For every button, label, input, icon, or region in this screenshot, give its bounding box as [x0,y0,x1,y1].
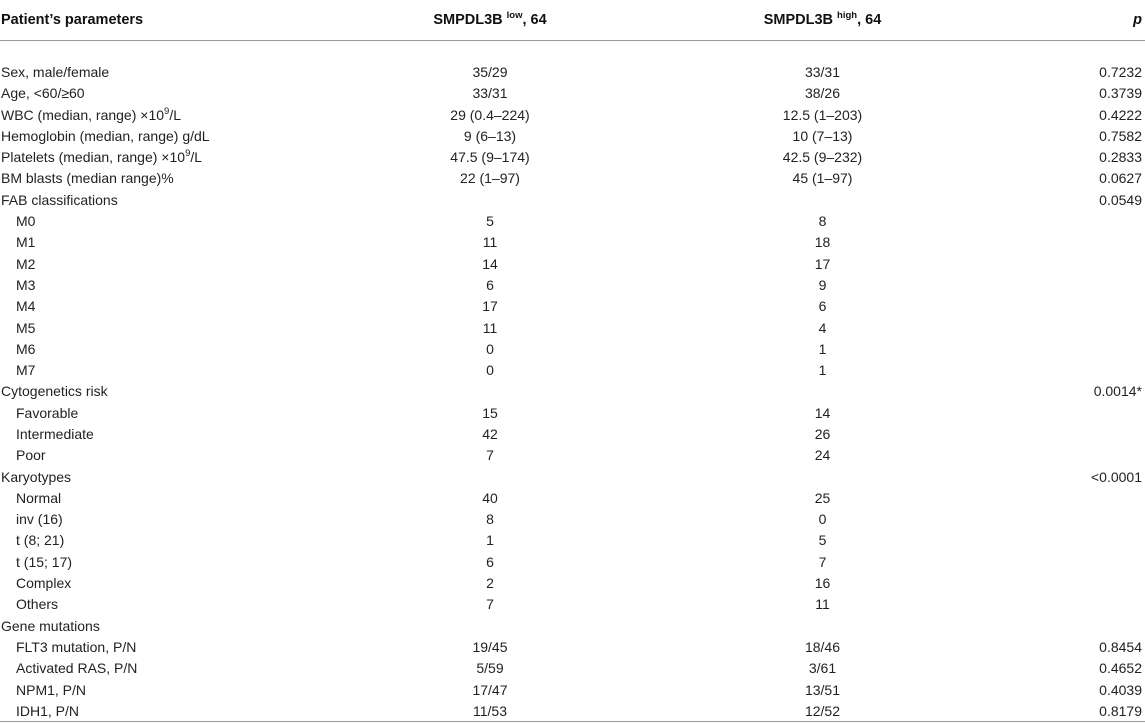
high-value: 13/51 [804,681,841,698]
high-value: 38/26 [804,85,841,102]
row-label: M1 [16,234,36,251]
table-row [0,700,1145,721]
table-row [0,402,1145,423]
row-label: Sex, male/female [1,63,110,80]
row-label: M7 [16,362,36,379]
row-label: Hemoglobin (median, range) g/dL [1,127,210,144]
p-value: 0.0627 [1099,170,1142,187]
row-label: t (15; 17) [16,553,73,570]
high-value: 16 [814,575,831,592]
high-value: 4 [818,319,827,336]
low-value: 22 (1–97) [460,170,520,187]
low-value: 40 [482,489,498,506]
high-value: 7 [818,553,827,570]
high-value: 9 [818,276,827,293]
header-p-value: p [995,0,1145,40]
high-value: 8 [818,213,827,230]
row-label: IDH1, P/N [0,700,330,721]
table-row [0,317,1145,338]
row-label: M2 [16,255,36,272]
table-row [0,509,1145,530]
group-label: Cytogenetics risk [1,383,108,400]
high-value: 1 [818,362,827,379]
group-label: Karyotypes [1,468,72,485]
p-value: 0.3739 [1099,85,1142,102]
header-parameters: Patient’s parameters [0,0,330,40]
low-value: 11/53 [330,700,650,721]
table-row [0,61,1145,82]
table-row [0,210,1145,231]
table-row [0,530,1145,551]
low-value: 33/31 [472,85,508,102]
table-row [0,274,1145,295]
low-value: 42 [482,425,498,442]
p-value: 0.8454 [1099,638,1142,655]
p-value: 0.4039 [1099,681,1142,698]
table-row [0,359,1145,380]
row-label: Activated RAS, P/N [16,660,138,677]
table-header-row [0,0,1145,40]
row-label: WBC (median, range) $\times 10^9/L$ [1,105,182,123]
header-smpdl3b-high: SMPDL3B $^{high}$, 64 [650,0,995,40]
high-value: 14 [814,404,831,421]
low-value: 19/45 [472,638,508,655]
low-value: 6 [486,553,494,570]
table-row [0,487,1145,508]
row-label: NPM1, P/N [16,681,87,698]
row-label: FLT3 mutation, P/N [16,638,137,655]
row-label: BM blasts (median range)% [1,170,174,187]
low-value: 8 [486,511,494,528]
row-label: Intermediate [16,425,94,442]
row-label: Age, <60/≥60 [1,85,85,102]
p-value: 0.7232 [1099,63,1142,80]
table-row [0,423,1145,444]
row-label: M0 [16,213,36,230]
low-value: 7 [486,596,494,613]
low-value: 6 [486,276,494,293]
row-label: M3 [16,276,36,293]
row-label: Complex [16,575,72,592]
row-label: M5 [16,319,36,336]
low-value: 7 [486,447,494,464]
low-value: 5 [486,213,494,230]
high-value: 18 [814,234,831,251]
low-value: 15 [482,404,498,421]
table-row [0,572,1145,593]
table-row [0,146,1145,167]
high-value: 5 [818,532,827,549]
low-value: 14 [482,255,498,272]
table-row [0,338,1145,359]
p-value: 0.8179 [995,700,1145,721]
row-label: Normal [16,489,62,506]
low-value: 17 [482,298,498,315]
high-value: 1 [818,340,827,357]
high-value: 12/52 [650,700,995,721]
table-row [0,594,1145,615]
row-label: Others [16,596,59,613]
table-row [0,296,1145,317]
low-value: 35/29 [472,63,508,80]
low-value: 1 [486,532,494,549]
table-row [0,125,1145,146]
row-label: Platelets (median, range) $\times 10^9/L$ [1,148,203,166]
high-value: 6 [818,298,827,315]
table-row-group-header [0,381,1145,402]
group-label: Gene mutations [1,617,100,634]
high-value: 10 (7–13) [792,127,853,144]
high-value: 18/46 [804,638,841,655]
table-row [0,83,1145,104]
high-value: 24 [814,447,831,464]
table-row [0,679,1145,700]
p-value: 0.0014* [1093,383,1142,400]
table-row [0,232,1145,253]
high-value: 25 [814,489,831,506]
row-label: M4 [16,298,36,315]
table-row [0,636,1145,657]
table-row [0,551,1145,572]
row-label: Favorable [16,404,79,421]
high-value: 3/61 [808,660,837,677]
low-value: 9 (6–13) [463,127,517,144]
table-row [0,168,1145,189]
high-value: 11 [815,596,830,613]
table-row-group-header [0,615,1145,636]
table-row-group-header [0,466,1145,487]
low-value: 2 [486,575,494,592]
high-value: 26 [814,425,831,442]
low-value: 0 [486,362,494,379]
low-value: 5/59 [476,660,504,677]
p-value: <0.0001 [1091,468,1142,485]
high-value: 0 [818,511,827,528]
table-row [0,253,1145,274]
row-label: t (8; 21) [16,532,65,549]
row-label: inv (16) [16,511,63,528]
p-value: 0.0549 [1099,191,1142,208]
p-value: 0.2833 [1099,149,1142,166]
high-value: 12.5 (1–203) [782,106,863,123]
row-label: Poor [16,447,46,464]
group-label: FAB classifications [1,191,118,208]
header-smpdl3b-low: SMPDL3B $^{low}$, 64 [330,0,650,40]
low-value: 11 [482,319,498,336]
table-row [0,658,1145,679]
low-value: 0 [486,340,494,357]
table-row [0,104,1145,125]
high-value: 17 [814,255,831,272]
low-value: 29 (0.4–224) [450,106,530,123]
high-value: 42.5 (9–232) [782,149,863,166]
low-value: 17/47 [472,681,508,698]
high-value: 45 (1–97) [792,170,853,187]
low-value: 47.5 (9–174) [450,149,530,166]
p-value: 0.7582 [1099,127,1142,144]
row-label: M6 [16,340,36,357]
table-row [0,445,1145,466]
low-value: 11 [482,234,498,251]
table-row-group-header [0,189,1145,210]
p-value: 0.4652 [1099,660,1142,677]
p-value: 0.4222 [1099,106,1142,123]
high-value: 33/31 [804,63,841,80]
